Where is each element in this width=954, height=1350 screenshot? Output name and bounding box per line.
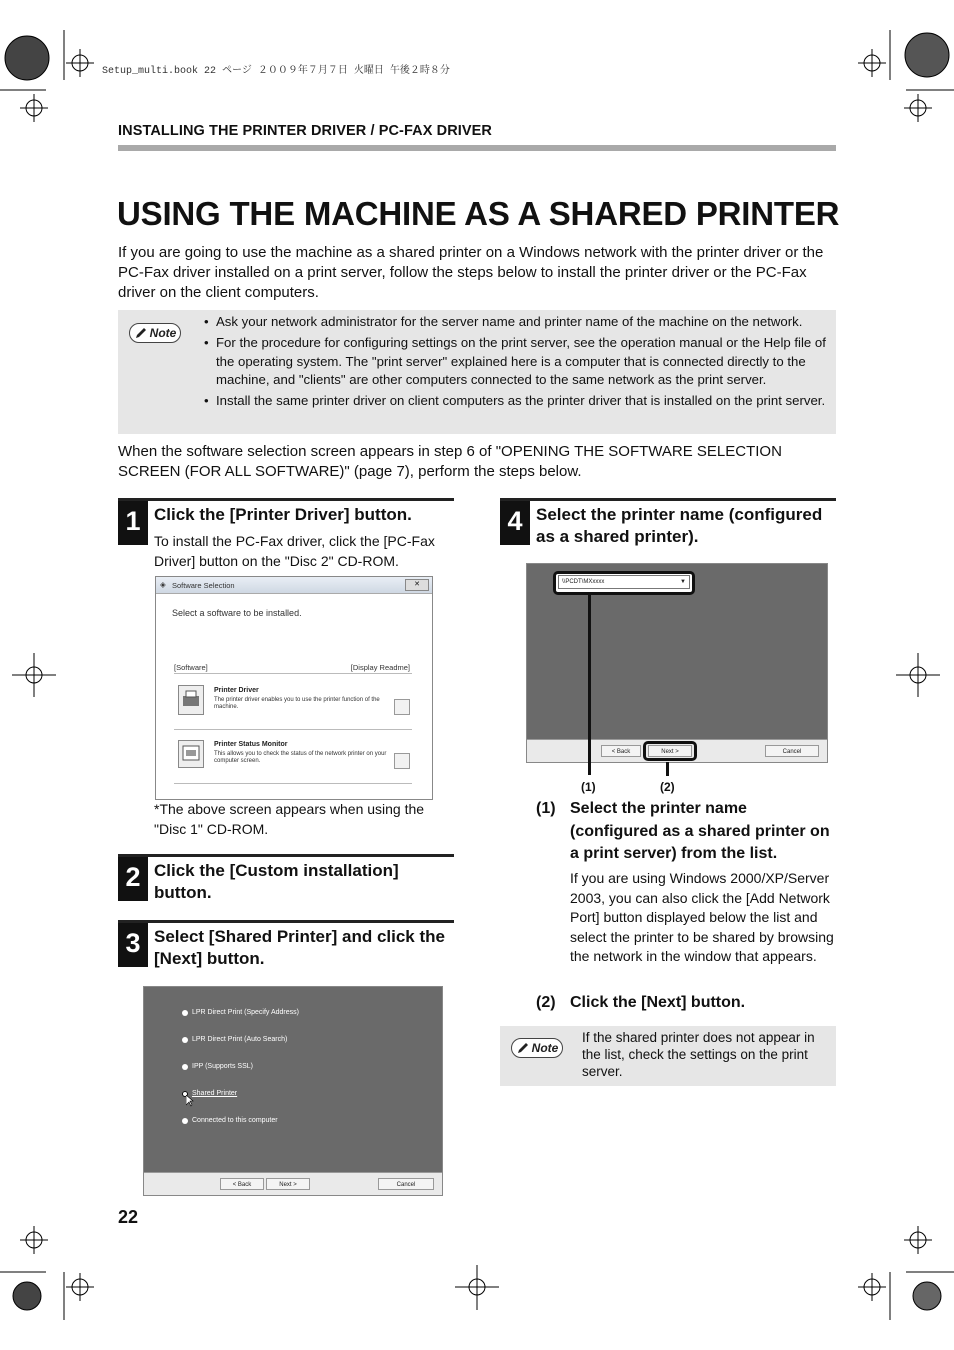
printer-name-screenshot	[526, 563, 828, 763]
item-name: Printer Status Monitor	[214, 741, 288, 748]
step-title: Click the [Printer Driver] button.	[154, 505, 412, 524]
step-number: 3	[118, 923, 148, 967]
note-item: • Install the same printer driver on client computers as the printer driver that is installed on the print server.	[204, 392, 834, 411]
option-label: Shared Printer	[192, 1090, 238, 1097]
chevron-down-icon: ▼	[680, 579, 686, 585]
option-label: LPR Direct Print (Auto Search)	[192, 1036, 288, 1043]
printer-driver-icon[interactable]	[178, 685, 204, 715]
cancel-button[interactable]: Cancel	[765, 745, 819, 757]
col-readme: [Display Readme]	[350, 663, 410, 672]
option-ipp[interactable]	[182, 1063, 253, 1070]
col-software: [Software]	[174, 663, 208, 672]
step-number: 2	[118, 857, 148, 901]
page-title: USING THE MACHINE AS A SHARED PRINTER	[117, 195, 840, 232]
item-desc: The printer driver enables you to use the printer function of the machine.	[214, 697, 380, 710]
divider	[174, 729, 412, 730]
cancel-button[interactable]: Cancel	[378, 1178, 434, 1190]
substep-number: (1)	[536, 800, 556, 817]
back-button[interactable]: < Back	[601, 745, 641, 757]
substep-title: Select the printer name (configured as a shared printer on a print server) from the list.	[570, 800, 830, 862]
substep-body: If you are using Windows 2000/XP/Server 2003, you can also click the [Add Network Port] button displayed below the list and select the printer to be shared by browsing the network in the window that appears.	[570, 870, 834, 964]
dropdown-value: \\PCDT\MXxxxx	[562, 579, 605, 585]
note-badge	[511, 1038, 563, 1058]
callout-line-1	[588, 593, 591, 775]
shared-printer-screenshot	[143, 986, 443, 1196]
step-title: Click the [Custom installation] button.	[154, 861, 399, 902]
substep-number: (2)	[536, 994, 556, 1011]
note-item: • Ask your network administrator for the server name and printer name of the machine on the network.	[204, 313, 834, 332]
step-body: To install the PC-Fax driver, click the [PC-Fax Driver] button on the "Disc 2" CD-ROM.	[154, 533, 435, 569]
option-lpr-auto[interactable]	[182, 1036, 287, 1043]
divider	[174, 783, 412, 784]
software-selection-screenshot	[155, 576, 433, 800]
callout-line-2	[666, 762, 669, 776]
readme-icon[interactable]	[394, 699, 410, 715]
window-titlebar	[156, 577, 432, 594]
screen-footnote: *The above screen appears when using the "Disc 1" CD-ROM.	[154, 801, 425, 837]
option-connected-local[interactable]	[182, 1117, 278, 1124]
note-2-text: If the shared printer does not appear in the list, check the settings on the print server.	[582, 1030, 815, 1079]
option-label: IPP (Supports SSL)	[192, 1063, 253, 1070]
window-icon: ◈	[160, 580, 166, 589]
option-label: LPR Direct Print (Specify Address)	[192, 1009, 299, 1016]
window-title: Software Selection	[172, 581, 235, 590]
screen-prompt: Select a software to be installed.	[172, 608, 302, 618]
readme-icon[interactable]	[394, 753, 410, 769]
button-bar	[527, 739, 827, 762]
next-button[interactable]: Next >	[266, 1178, 310, 1190]
note-badge	[129, 323, 181, 343]
callout-label-1: (1)	[581, 780, 596, 794]
close-icon[interactable]: ✕	[405, 579, 429, 591]
printer-name-dropdown[interactable]	[558, 575, 690, 589]
pencil-icon	[134, 326, 148, 340]
substep-title: Click the [Next] button.	[570, 994, 746, 1011]
item-desc: This allows you to check the status of the network printer on your computer screen.	[214, 751, 387, 764]
option-lpr-specify[interactable]	[182, 1009, 299, 1016]
step-number: 4	[500, 501, 530, 545]
header-rule	[118, 145, 836, 151]
step-number: 1	[118, 501, 148, 545]
after-note-paragraph: When the software selection screen appears in step 6 of "OPENING THE SOFTWARE SELECTION SCREEN (FOR ALL SOFTWARE)" (page 7), perform the steps below.	[118, 443, 782, 480]
step-rule	[118, 920, 454, 923]
step-rule	[118, 854, 454, 857]
note-label: Note	[149, 326, 177, 340]
note-list	[204, 313, 834, 413]
button-bar	[144, 1172, 442, 1195]
option-label: Connected to this computer	[192, 1117, 278, 1124]
item-name: Printer Driver	[214, 687, 259, 694]
callout-label-2: (2)	[660, 780, 675, 794]
step-title: Select the printer name (configured as a shared printer).	[536, 505, 823, 546]
intro-paragraph: If you are going to use the machine as a shared printer on a Windows network with the printer driver or the PC-Fax driver installed on a print server, follow the steps below to install the printer driver or the PC-Fax driver on the client computers.	[118, 244, 824, 301]
divider	[174, 673, 412, 674]
page-number: 22	[118, 1207, 139, 1227]
note-label: Note	[531, 1041, 559, 1055]
pencil-icon	[516, 1041, 530, 1055]
status-monitor-icon[interactable]	[178, 740, 204, 768]
print-metadata: Setup_multi.book 22 ページ ２００９年７月７日 火曜日 午後２時８分	[102, 66, 450, 77]
step-rule	[500, 498, 836, 501]
step-title: Select [Shared Printer] and click the [Next] button.	[154, 927, 445, 968]
mouse-cursor-icon	[186, 1095, 194, 1107]
step-rule	[118, 498, 454, 501]
back-button[interactable]: < Back	[220, 1178, 264, 1190]
next-button[interactable]: Next >	[648, 745, 692, 757]
note-item: • For the procedure for configuring settings on the print server, see the operation manual or the Help file of the operating system. The "print server" explained here is a computer that is connected directly to the machine, and "clients" are other computers connected to the same network as the print server.	[204, 334, 834, 390]
section-header: INSTALLING THE PRINTER DRIVER / PC-FAX DRIVER	[118, 123, 493, 139]
